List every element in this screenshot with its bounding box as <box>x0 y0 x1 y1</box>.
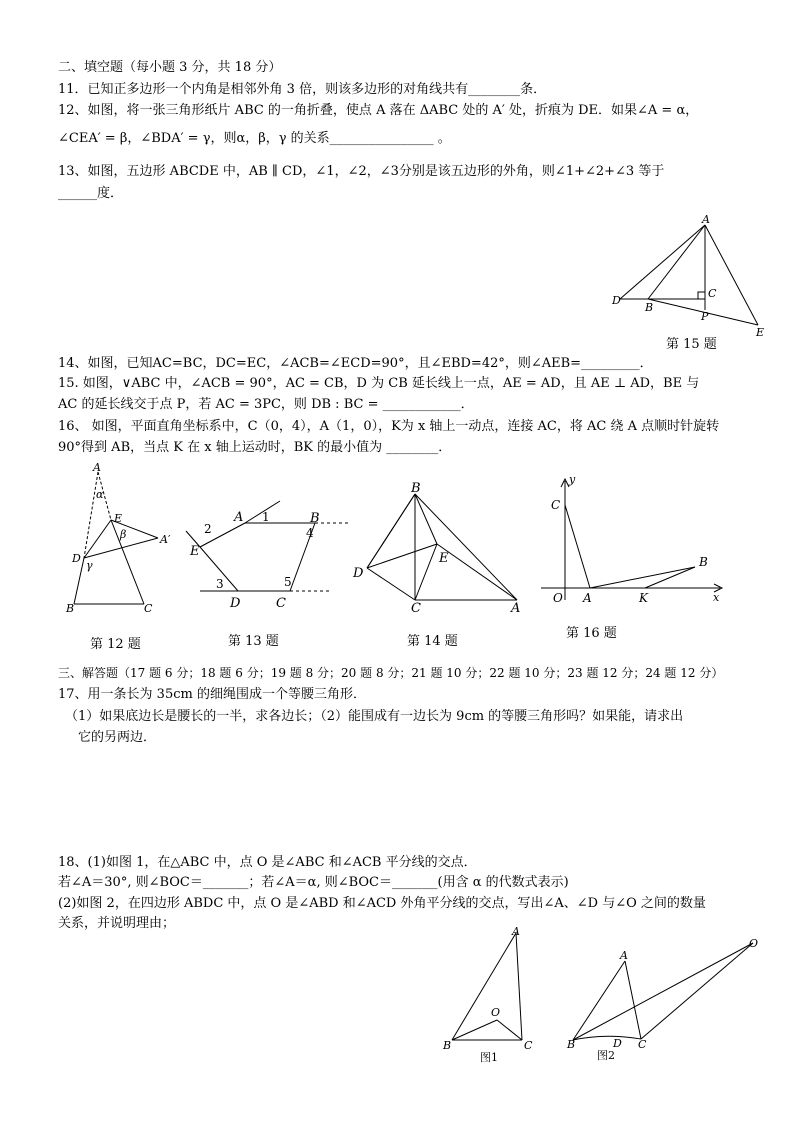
fig12-label-A-prime: A′ <box>160 533 171 546</box>
fig18-1-label-C: C <box>524 1039 533 1052</box>
question-17-line-1: 17、用一条长为 35cm 的细绳围成一个等腰三角形． <box>58 687 366 702</box>
fig15-label-D: D <box>612 294 621 307</box>
fig15-label-E: E <box>756 326 765 339</box>
fig12-label-A: A <box>93 462 101 474</box>
fig13-label-4: 4 <box>306 526 314 540</box>
fig15-label-C: C <box>708 287 717 300</box>
fig13-label-B: B <box>310 511 320 526</box>
question-18-line-4: 关系，并说明理由； <box>58 916 176 931</box>
question-15-line-2: AC 的延长线交于点 P，若 AC = 3PC，则 DB : BC = ____________． <box>58 397 474 412</box>
caption-fig14: 第 14 题 <box>407 634 458 649</box>
fill-section-header: 二、填空题（每小题 3 分，共 18 分） <box>58 60 282 75</box>
fig13-label-5: 5 <box>284 575 292 589</box>
question-13-line-1: 13、如图，五边形 ABCDE 中，AB ∥ CD，∠1，∠2，∠3分别是该五边形的外角，则∠1+∠2+∠3 等于 <box>58 164 665 179</box>
figure-18-1 <box>440 925 540 1065</box>
fig12-label-E: E <box>114 512 123 525</box>
fig15-label-A: A <box>702 215 710 226</box>
fig14-label-C: C <box>411 601 421 615</box>
fig12-label-D: D <box>72 552 81 565</box>
fig16-label-K: K <box>639 591 648 605</box>
fig16-label-O: O <box>553 591 563 605</box>
fig18-2-label-C: C <box>638 1038 647 1051</box>
fig13-label-3: 3 <box>216 577 224 591</box>
question-16-line-1: 16、 如图，平面直角坐标系中，C（0，4），A（1，0），K为 x 轴上一动点，连接 AC，将 AC 绕 A 点顺时针旋转 <box>58 419 720 434</box>
fig13-label-A: A <box>234 510 244 525</box>
fig13-label-D: D <box>230 596 241 611</box>
fig12-label-C: C <box>144 602 153 615</box>
fig13-label-1: 1 <box>262 510 270 524</box>
question-18-line-1: 18、(1)如图 1，在△ABC 中，点 O 是∠ABC 和∠ACB 平分线的交点． <box>58 855 477 870</box>
question-12-line-1: 12、如图，将一张三角形纸片 ABC 的一角折叠，使点 A 落在 ΔABC 处的 A′ 处，折痕为 DE．如果∠A = α， <box>58 103 699 118</box>
fig18-1-label-B: B <box>443 1039 452 1052</box>
fig12-label-alpha: α <box>96 488 104 501</box>
fig13-label-E: E <box>190 544 200 559</box>
fig12-label-gamma: γ <box>86 559 93 572</box>
fig18-1-label-A: A <box>512 925 520 938</box>
question-18-line-2: 若∠A＝30°, 则∠BOC＝_______；若∠A＝α, 则∠BOC＝_______(用含 α 的代数式表示) <box>58 875 569 890</box>
fig12-label-B: B <box>66 602 75 615</box>
fig15-label-B: B <box>645 301 654 314</box>
fig12-label-beta: β <box>120 528 127 541</box>
figure-14 <box>345 480 530 615</box>
question-12-line-2: ∠CEA′ = β，∠BDA′ = γ，则α，β，γ 的关系________________ 。 <box>58 131 451 146</box>
caption-fig13: 第 13 题 <box>228 634 279 649</box>
fig18-2-label-A: A <box>620 949 628 962</box>
fig18-2-label-O: O <box>749 937 759 950</box>
question-14: 14、如图，已知AC=BC，DC=EC，∠ACB=∠ECD=90°，且∠EBD=42°，则∠AEB=_________． <box>58 356 653 371</box>
fig16-label-y: y <box>569 475 576 486</box>
fig13-label-C: C <box>276 596 286 611</box>
fig18-1-label-O: O <box>491 1006 501 1019</box>
fig13-label-2: 2 <box>204 522 212 536</box>
fig18-2-label-B: B <box>567 1038 576 1051</box>
question-17-line-2: （1）如果底边长是腰长的一半，求各边长；（2）能围成有一边长为 9cm 的等腰三角形吗？如果能，请求出 <box>65 709 684 724</box>
question-18-line-3: (2)如图 2，在四边形 ABDC 中，点 O 是∠ABD 和∠ACD 外角平分线的交点，写出∠A、∠D 与∠O 之间的数量 <box>58 896 706 911</box>
fig14-label-A: A <box>511 601 521 615</box>
fig18-2-label-D: D <box>613 1037 622 1050</box>
fig16-label-x: x <box>713 591 720 604</box>
figure-12 <box>60 462 180 622</box>
figure-18-2 <box>565 935 765 1065</box>
question-13-line-2: ______度． <box>58 186 124 201</box>
fig16-label-A: A <box>583 591 592 605</box>
caption-fig15: 第 15 题 <box>666 337 717 352</box>
figure-16 <box>535 475 730 610</box>
figure-15 <box>600 215 780 340</box>
caption-fig12: 第 12 题 <box>90 637 141 652</box>
question-17-line-3: 它的另两边． <box>78 730 157 745</box>
fig14-label-E: E <box>439 551 449 566</box>
question-15-line-1: 15. 如图，∨ABC 中，∠ACB = 90°，AC = CB，D 为 CB 延长线上一点，AE = AD，且 AE ⊥ AD，BE 与 <box>58 376 700 391</box>
fig15-label-P: P <box>701 310 709 323</box>
fig16-label-C: C <box>551 498 561 512</box>
figure-13 <box>180 495 350 615</box>
caption-fig16: 第 16 题 <box>566 626 617 641</box>
fig18-2-caption: 图2 <box>597 1049 615 1062</box>
fig14-label-D: D <box>353 566 364 581</box>
question-16-line-2: 90°得到 AB，当点 K 在 x 轴上运动时，BK 的最小值为 ________． <box>58 440 452 455</box>
fig16-label-B: B <box>699 555 708 569</box>
answer-section-header: 三、解答题（17 题 6 分；18 题 6 分；19 题 8 分；20 题 8 分；21 题 10 分；22 题 10 分；23 题 12 分；24 题 12 分） <box>58 666 724 680</box>
fig18-1-caption: 图1 <box>480 1051 498 1064</box>
fig14-label-B: B <box>411 481 421 496</box>
question-11: 11．已知正多边形一个内角是相邻外角 3 倍，则该多边形的对角线共有________条． <box>58 82 547 97</box>
